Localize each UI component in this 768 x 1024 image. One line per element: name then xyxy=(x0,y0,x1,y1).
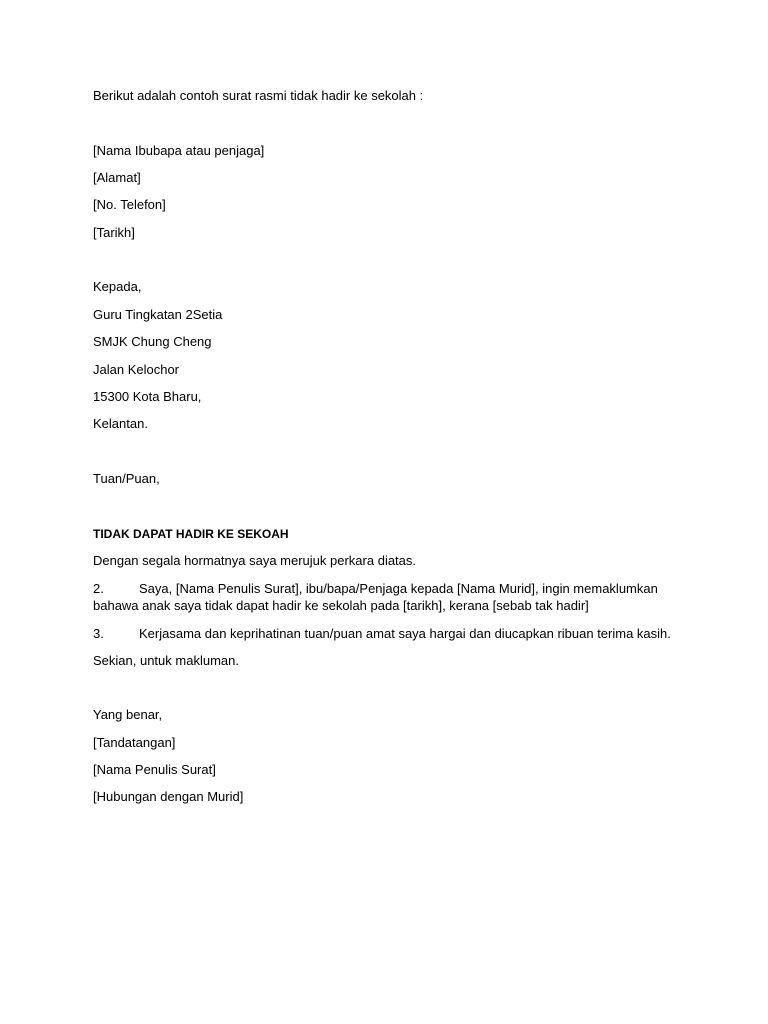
sender-address: [Alamat] xyxy=(93,170,141,185)
sender-date: [Tarikh] xyxy=(93,225,135,240)
recipient-line-5: Kelantan. xyxy=(93,416,148,431)
paragraph-3-number: 3. xyxy=(93,626,104,641)
paragraph-3 xyxy=(93,625,683,642)
paragraph-3-text: Kerjasama dan keprihatinan tuan/puan amat saya hargai dan diucapkan ribuan terima kasih. xyxy=(139,626,671,641)
sender-name: [Nama Ibubapa atau penjaga] xyxy=(93,143,265,158)
opening-line: Dengan segala hormatnya saya merujuk perkara diatas. xyxy=(93,553,417,568)
sender-phone: [No. Telefon] xyxy=(93,197,166,212)
intro-text: Berikut adalah contoh surat rasmi tidak hadir ke sekolah : xyxy=(93,88,424,103)
greeting: Tuan/Puan, xyxy=(93,471,160,486)
signoff-writer-name: [Nama Penulis Surat] xyxy=(93,762,216,777)
recipient-to: Kepada, xyxy=(93,279,142,294)
signoff-signature: [Tandatangan] xyxy=(93,735,176,750)
recipient-line-3: Jalan Kelochor xyxy=(93,362,179,377)
signoff-yours: Yang benar, xyxy=(93,707,163,722)
paragraph-2-line-1: Saya, [Nama Penulis Surat], ibu/bapa/Penjaga kepada [Nama Murid], ingin memaklumkan xyxy=(139,581,658,596)
paragraph-2-line-2: bahawa anak saya tidak dapat hadir ke sekolah pada [tarikh], kerana [sebab tak hadir] xyxy=(93,598,589,613)
closing-line: Sekian, untuk makluman. xyxy=(93,653,239,668)
subject-heading: TIDAK DAPAT HADIR KE SEKOAH xyxy=(93,527,289,541)
signoff-relationship: [Hubungan dengan Murid] xyxy=(93,789,244,804)
recipient-line-1: Guru Tingkatan 2Setia xyxy=(93,307,223,322)
paragraph-2-number: 2. xyxy=(93,581,104,596)
paragraph-2 xyxy=(93,580,683,614)
recipient-line-4: 15300 Kota Bharu, xyxy=(93,389,202,404)
recipient-line-2: SMJK Chung Cheng xyxy=(93,334,212,349)
